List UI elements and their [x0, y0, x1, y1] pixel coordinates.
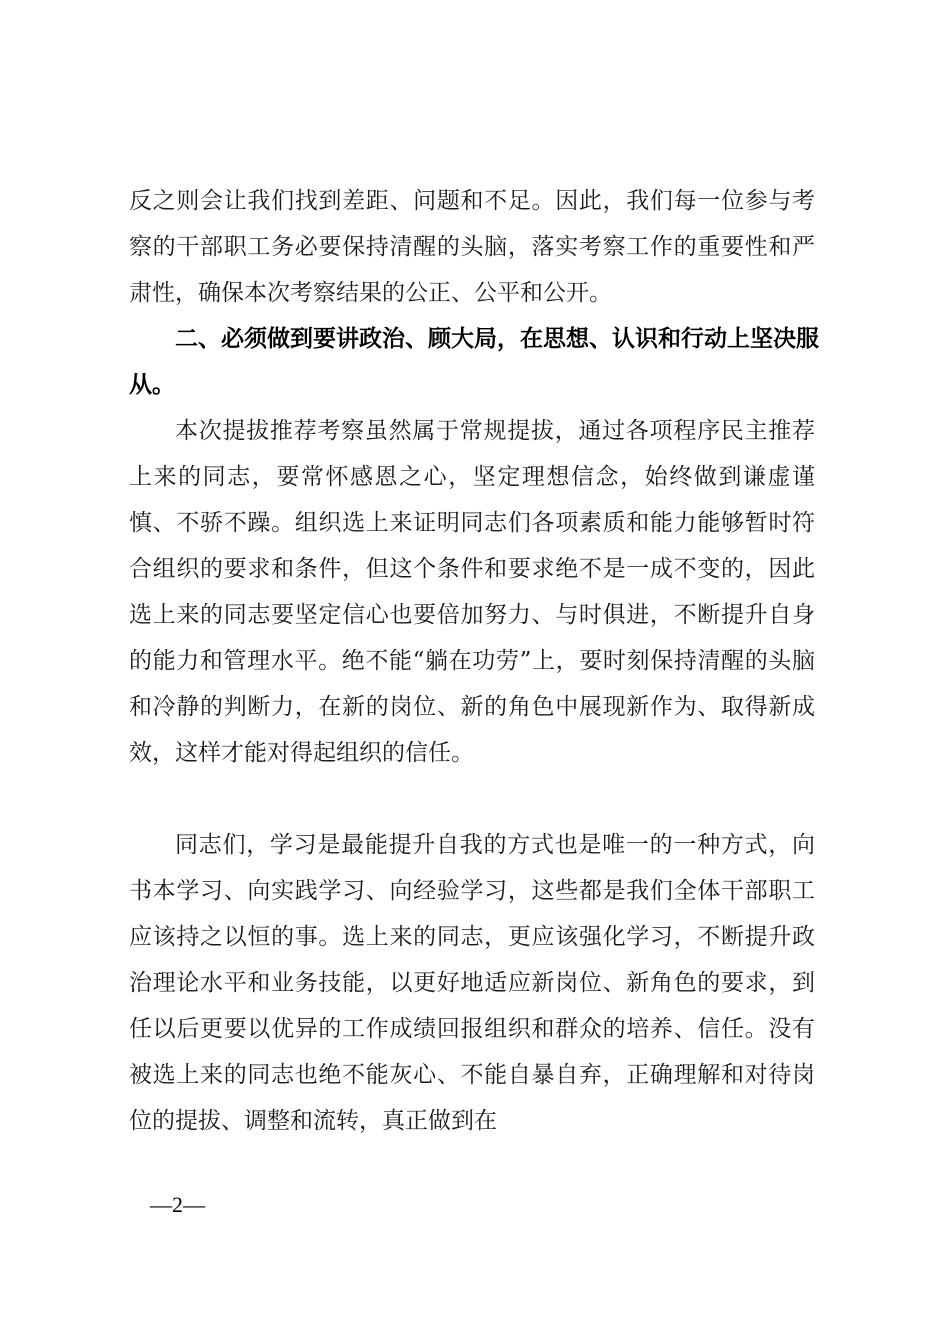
page-number: —2—: [150, 1192, 205, 1217]
lead-paragraph: 反之则会让我们找到差距、问题和不足。因此，我们每一位参与考察的干部职工务必要保持清醒的头脑，落实考察工作的重要性和严肃性，确保本次考察结果的公正、公平和公开。: [129, 188, 815, 306]
body-paragraph-1: 本次提拔推荐考察虽然属于常规提拔，通过各项程序民主推荐上来的同志，要常怀感恩之心，坚定理想信念，始终做到谦虚谨慎、不骄不躁。组织选上来证明同志们各项素质和能力能够暂时符合组织的要求和条件，但这个条件和要求绝不是一成不变的，因此选上来的同志要坚定信心也要倍加努力、与时俱进，不断提升自身的能力和管理水平。绝不能“躺在功劳”上，要时刻保持清醒的头脑和冷静的判断力，在新的岗位、新的角色中展现新作为、取得新成效，这样才能对得起组织的信任。: [129, 418, 815, 766]
section-heading: 二、必须做到要讲政治、顾大局，在思想、认识和行动上坚决服从。: [129, 326, 819, 398]
body-paragraph-2: 同志们，学习是最能提升自我的方式也是唯一的一种方式，向书本学习、向实践学习、向经验学习，这些都是我们全体干部职工应该持之以恒的事。选上来的同志，更应该强化学习，不断提升政治理论水平和业务技能，以更好地适应新岗位、新角色的要求，到任以后更要以优异的工作成绩回报组织和群众的培养、信任。没有被选上来的同志也绝不能灰心、不能自暴自弃，正确理解和对待岗位的提拔、调整和流转，真正做到在: [129, 832, 815, 1134]
